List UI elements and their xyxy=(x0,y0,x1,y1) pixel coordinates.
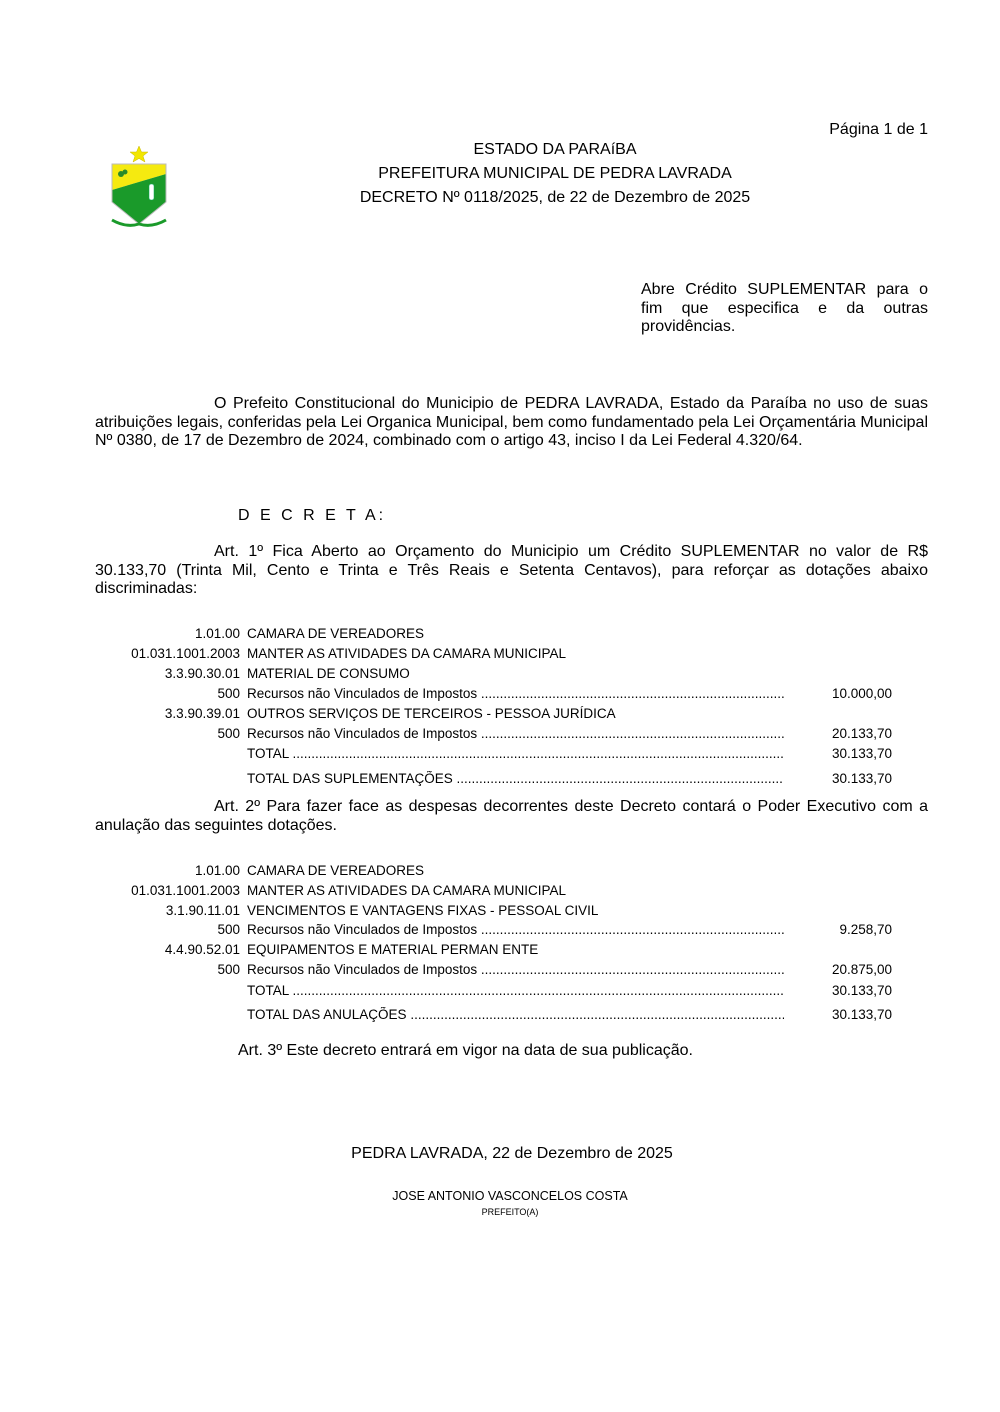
table-row xyxy=(95,962,895,982)
table-row xyxy=(95,626,895,646)
signatory-role: PREFEITO(A) xyxy=(481,1207,539,1217)
table-row xyxy=(95,863,895,883)
table-row xyxy=(95,706,895,726)
table-row xyxy=(95,1007,895,1027)
row-value: 20.875,00 xyxy=(831,962,892,977)
row-description: Recursos não Vinculados de Impostos ..... xyxy=(247,686,784,701)
ementa: Abre Crédito SUPLEMENTAR para o fim que especifica e da outras providências. xyxy=(641,281,928,335)
article-2: Art. 2º Para fazer face as despesas decorrentes deste Decreto contará o Poder Executivo com a anulação das seguintes dotações. xyxy=(95,798,928,834)
row-description: CAMARA DE VEREADORES xyxy=(247,626,425,641)
table-row xyxy=(95,922,895,942)
header-state: ESTADO DA PARAíBA xyxy=(473,141,637,158)
row-code: 500 xyxy=(217,962,240,977)
row-code: 01.031.1001.2003 xyxy=(131,883,240,898)
row-code: 01.031.1001.2003 xyxy=(131,646,240,661)
row-description: MATERIAL DE CONSUMO xyxy=(247,666,410,681)
row-description: Recursos não Vinculados de Impostos ..... xyxy=(247,962,784,977)
row-description: EQUIPAMENTOS E MATERIAL PERMAN ENTE xyxy=(247,942,539,957)
table-row xyxy=(95,883,895,903)
row-description: TOTAL ..... xyxy=(247,983,784,998)
table-row xyxy=(95,903,895,923)
decreta-heading: D E C R E T A: xyxy=(238,507,387,524)
table-row xyxy=(95,646,895,666)
row-description: MANTER AS ATIVIDADES DA CAMARA MUNICIPAL xyxy=(247,883,567,898)
row-value: 30.133,70 xyxy=(831,771,892,786)
row-description: Recursos não Vinculados de Impostos ..... xyxy=(247,726,784,741)
row-value: 30.133,70 xyxy=(831,1007,892,1022)
article-3: Art. 3º Este decreto entrará em vigor na data de sua publicação. xyxy=(238,1042,693,1059)
table-row xyxy=(95,983,895,1003)
row-code: 3.1.90.11.01 xyxy=(165,903,240,918)
row-description: OUTROS SERVIÇOS DE TERCEIROS - PESSOA JURÍDICA xyxy=(247,706,616,721)
row-code: 1.01.00 xyxy=(194,863,240,878)
row-value: 30.133,70 xyxy=(831,746,892,761)
row-description: CAMARA DE VEREADORES xyxy=(247,863,425,878)
table-row xyxy=(95,666,895,686)
table-row xyxy=(95,942,895,962)
row-description: TOTAL DAS SUPLEMENTAÇÕES ..... xyxy=(247,771,784,786)
municipal-coat-of-arms-logo xyxy=(106,144,172,232)
row-value: 10.000,00 xyxy=(831,686,892,701)
row-value: 30.133,70 xyxy=(831,983,892,998)
table-row xyxy=(95,686,895,706)
row-description: TOTAL DAS ANULAÇÕES ..... xyxy=(247,1007,784,1022)
preamble: O Prefeito Constitucional do Municipio de PEDRA LAVRADA, Estado da Paraíba no uso de suas atribuições legais, conferidas pela Lei Organica Municipal, bem como fundamentado pela Lei Orçamentária Municipal Nº 0380, de 17 de Dezembro de 2024, combinado com o artigo 43, inciso I da Lei Federal 4.320/64. xyxy=(95,395,928,449)
row-value: 9.258,70 xyxy=(839,922,892,937)
table-row xyxy=(95,746,895,766)
signatory-name: JOSE ANTONIO VASCONCELOS COSTA xyxy=(392,1189,628,1203)
row-description: VENCIMENTOS E VANTAGENS FIXAS - PESSOAL CIVIL xyxy=(247,903,599,918)
city-date: PEDRA LAVRADA, 22 de Dezembro de 2025 xyxy=(351,1145,673,1162)
page-number: Página 1 de 1 xyxy=(829,121,928,138)
row-code: 3.3.90.30.01 xyxy=(164,666,240,681)
decree-title: DECRETO Nº 0118/2025, de 22 de Dezembro de 2025 xyxy=(359,189,751,206)
row-description: MANTER AS ATIVIDADES DA CAMARA MUNICIPAL xyxy=(247,646,567,661)
header-prefeitura: PREFEITURA MUNICIPAL DE PEDRA LAVRADA xyxy=(378,165,732,182)
row-description: Recursos não Vinculados de Impostos ..... xyxy=(247,922,784,937)
row-code: 1.01.00 xyxy=(194,626,240,641)
row-code: 500 xyxy=(217,922,240,937)
row-code: 3.3.90.39.01 xyxy=(164,706,240,721)
row-description: TOTAL ..... xyxy=(247,746,784,761)
row-value: 20.133,70 xyxy=(831,726,892,741)
table-row xyxy=(95,726,895,746)
table-row xyxy=(95,771,895,791)
row-code: 500 xyxy=(217,726,240,741)
article-1: Art. 1º Fica Aberto ao Orçamento do Municipio um Crédito SUPLEMENTAR no valor de R$ 30.133,70 (Trinta Mil, Cento e Trinta e Três Reais e Setenta Centavos), para reforçar as dotações abaixo discriminadas: xyxy=(95,543,928,597)
row-code: 4.4.90.52.01 xyxy=(164,942,240,957)
row-code: 500 xyxy=(217,686,240,701)
